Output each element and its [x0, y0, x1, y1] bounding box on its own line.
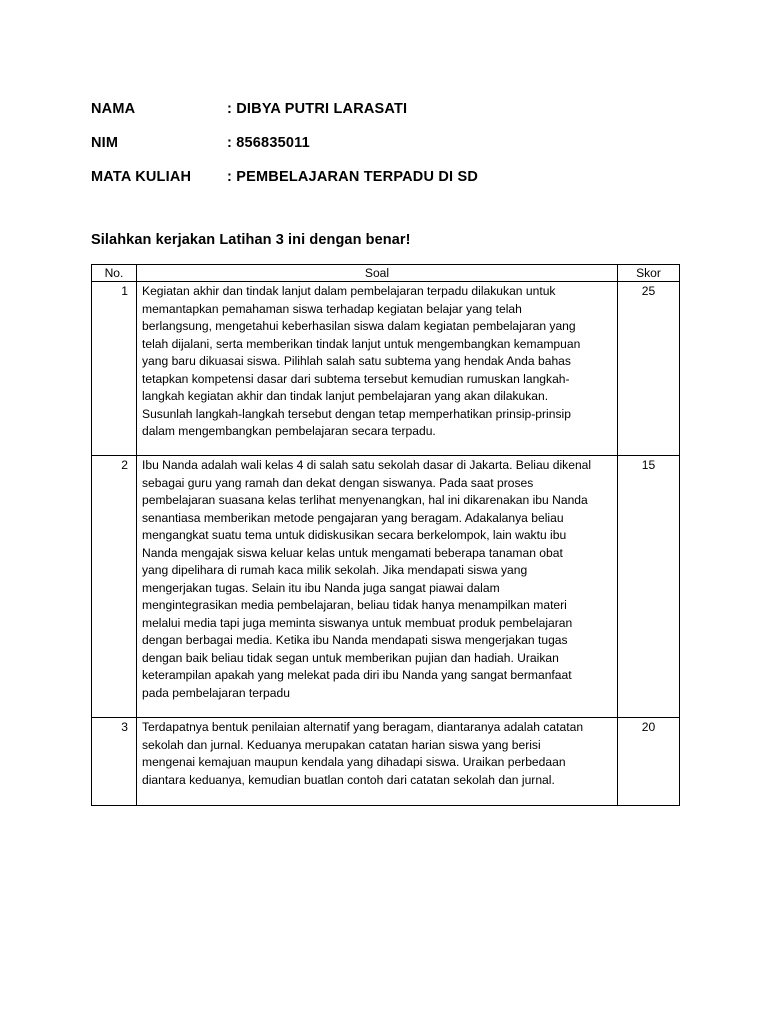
table-row — [92, 718, 680, 806]
question-text: Kegiatan akhir dan tindak lanjut dalam pembelajaran terpadu dilakukan untuk memantapkan pemahaman siswa terhadap kegiatan belajar yang telah berlangsung, mengetahui keberhasilan siswa dalam kegiatan pembelajaran yang telah dijalani, serta memberikan tindak lanjut untuk mengembangkan kemampuan yang baru dikuasai siswa. Pilihlah salah satu subtema yang hendak Anda bahas tetapkan kompetensi dasar dari subtema tersebut kemudian rumuskan langkah- langkah kegiatan akhir dan tindak lanjut pembelajaran yang akan dilakukan. Susunlah langkah-langkah tersebut dengan tetap memperhatikan prinsip-prinsip dalam mengembangkan pembelajaran secara terpadu. — [142, 284, 581, 438]
score-cell: 25 — [618, 282, 680, 456]
question-cell — [137, 456, 618, 718]
question-cell — [137, 718, 618, 806]
table-header-row — [92, 265, 680, 282]
question-cell — [137, 282, 618, 456]
header-soal: Soal — [137, 265, 618, 282]
course-value: : PEMBELAJARAN TERPADU DI SD — [227, 169, 479, 185]
table-row — [92, 282, 680, 456]
row-number: 1 — [92, 282, 137, 456]
score-cell: 20 — [618, 718, 680, 806]
question-text: Terdapatnya bentuk penilaian alternatif yang beragam, diantaranya adalah catatan sekolah dan jurnal. Keduanya merupakan catatan harian siswa yang berisi mengenai kemajuan maupun kendala yang dihadapi siswa. Uraikan perbedaan diantara keduanya, kemudian buatlan contoh dari catatan sekolah dan jurnal. — [142, 720, 584, 787]
header-no: No. — [92, 265, 137, 282]
instruction-text: Silahkan kerjakan Latihan 3 ini dengan benar! — [91, 232, 411, 248]
table-row — [92, 456, 680, 718]
row-number: 3 — [92, 718, 137, 806]
header-skor: Skor — [618, 265, 680, 282]
question-text: Ibu Nanda adalah wali kelas 4 di salah satu sekolah dasar di Jakarta. Beliau dikenal sebagai guru yang ramah dan dekat dengan siswanya. Pada saat proses pembelajaran suasana kelas terlihat menyenangkan, hal ini dikarenakan ibu Nanda senantiasa memberikan metode pengajaran yang beragam. Adakalanya beliau mengangkat suatu tema untuk didiskusikan secara berkelompok, lain waktu ibu Nanda mengajak siswa keluar kelas untuk mengamati beberapa tanaman obat yang dipelihara di rumah kaca milik sekolah. Jika mendapati siswa yang mengerjakan tugas. Selain itu ibu Nanda juga sangat piawai dalam mengintegrasikan media pembelajaran, beliau tidak hanya menampilkan materi melalui media tapi juga meminta siswanya untuk membuat produk pembelajaran dengan berbagai media. Ketika ibu Nanda mendapati siswa mengerjakan tugas dengan baik beliau tidak segan untuk memberikan pujian dan hadiah. Uraikan keterampilan apakah yang melekat pada diri ibu Nanda yang sangat bermanfaat pada pembelajaran terpadu — [142, 458, 592, 700]
nim-value: : 856835011 — [227, 135, 310, 151]
student-info — [91, 92, 691, 194]
row-number: 2 — [92, 456, 137, 718]
nim-label: NIM — [91, 135, 119, 151]
nim-row — [91, 126, 691, 160]
course-label: MATA KULIAH — [91, 169, 192, 185]
score-cell: 15 — [618, 456, 680, 718]
name-value: : DIBYA PUTRI LARASATI — [227, 101, 408, 117]
name-label: NAMA — [91, 101, 136, 117]
name-row — [91, 92, 691, 126]
questions-table — [91, 264, 680, 806]
course-row — [91, 160, 691, 194]
